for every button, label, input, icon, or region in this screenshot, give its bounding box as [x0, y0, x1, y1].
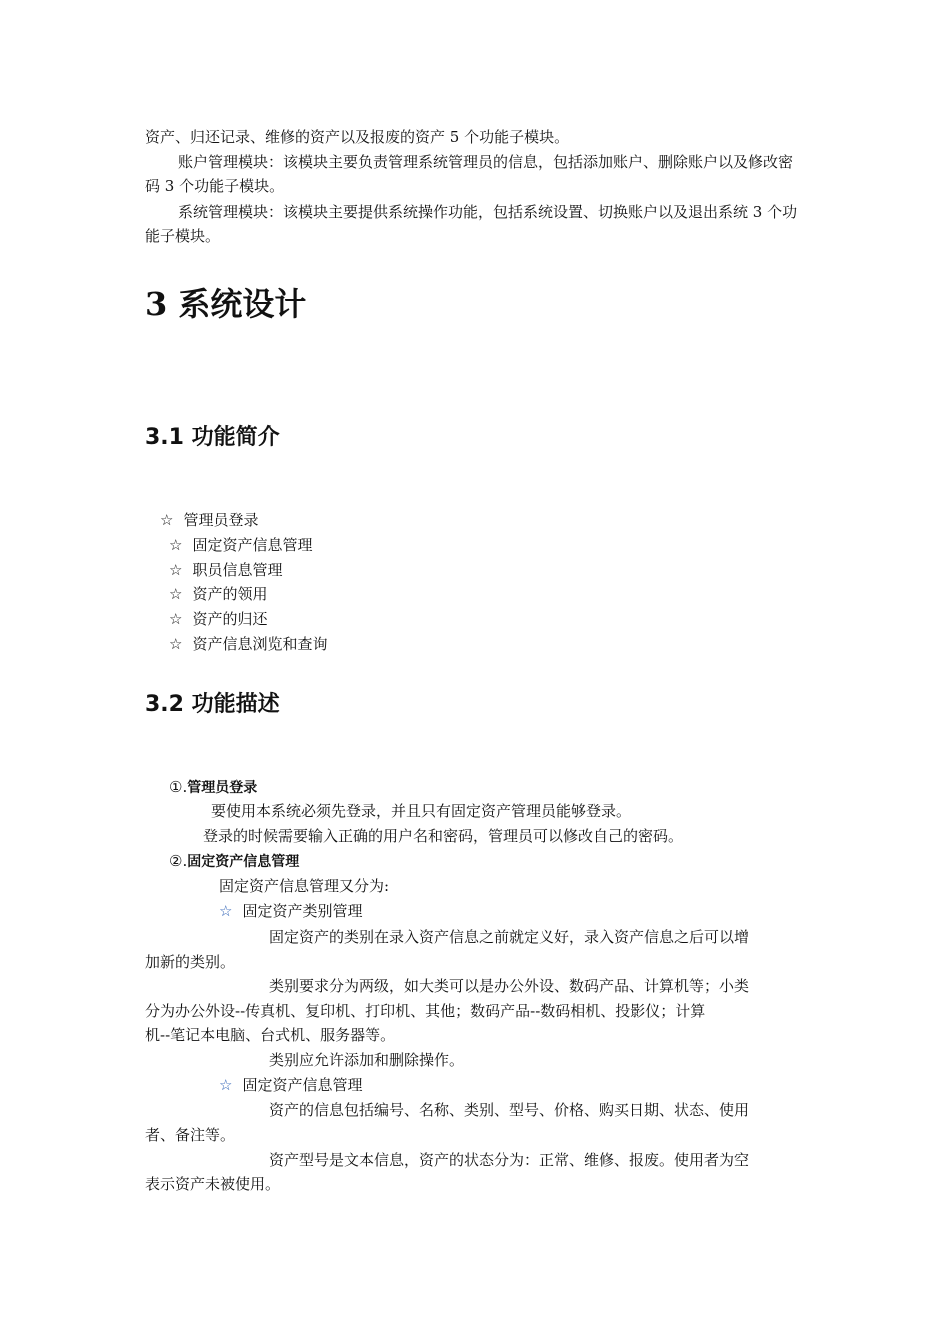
list-item [169, 533, 312, 557]
body-text: 类别要求分为两级，如大类可以是办公外设、数码产品、计算机等；小类 [269, 977, 750, 995]
body-text: 者、备注等。 [145, 1126, 236, 1144]
description-item-heading [169, 775, 257, 800]
section-3-2-title: 3.2 功能描述 [145, 692, 280, 717]
sub-heading-label: 固定资产类别管理 [242, 902, 363, 920]
list-item [169, 582, 267, 606]
list-item-label: 资产的归还 [192, 610, 268, 628]
list-item-label: 职员信息管理 [192, 561, 283, 579]
item-marker: ②. [169, 852, 188, 870]
body-text: 加新的类别。 [145, 953, 236, 971]
description-item-heading [169, 849, 299, 874]
star-icon: ☆ [169, 536, 183, 554]
star-icon: ☆ [219, 902, 233, 920]
body-text: 固定资产信息管理又分为: [219, 877, 390, 895]
list-item-label: 管理员登录 [183, 511, 259, 529]
sub-heading-label: 固定资产信息管理 [242, 1076, 363, 1094]
body-text: 登录的时候需要输入正确的用户名和密码，管理员可以修改自己的密码。 [203, 827, 684, 845]
body-text: 表示资产未被使用。 [145, 1175, 281, 1193]
list-item [169, 558, 282, 582]
body-text: 分为办公外设--传真机、复印机、打印机、其他；数码产品--数码相机、投影仪；计算 [145, 1002, 706, 1020]
list-item-label: 固定资产信息管理 [192, 536, 313, 554]
item-title: 固定资产信息管理 [187, 854, 300, 870]
list-item-label: 资产的领用 [192, 585, 268, 603]
star-icon: ☆ [169, 610, 183, 628]
body-text: 固定资产的类别在录入资产信息之前就定义好，录入资产信息之后可以增 [269, 928, 750, 946]
intro-line: 资产、归还记录、维修的资产以及报废的资产 5 个功能子模块。 [145, 128, 570, 146]
body-text: 资产型号是文本信息，资产的状态分为：正常、维修、报废。使用者为空 [269, 1151, 750, 1169]
sub-heading [219, 899, 362, 923]
list-item [169, 632, 327, 656]
chapter-title: 3 系统设计 [145, 285, 307, 323]
item-marker: ①. [169, 778, 188, 796]
system-module-paragraph: 系统管理模块：该模块主要提供系统操作功能，包括系统设置、切换账户以及退出系统 3 个功能子模块。 [145, 203, 798, 245]
list-item [160, 508, 258, 532]
star-icon: ☆ [160, 511, 174, 529]
section-3-1-title: 3.1 功能简介 [145, 425, 280, 450]
star-icon: ☆ [219, 1076, 233, 1094]
body-text: 要使用本系统必须先登录，并且只有固定资产管理员能够登录。 [211, 802, 632, 820]
body-text: 机--笔记本电脑、台式机、服务器等。 [145, 1026, 396, 1044]
star-icon: ☆ [169, 585, 183, 603]
star-icon: ☆ [169, 635, 183, 653]
account-module-paragraph: 账户管理模块：该模块主要负责管理系统管理员的信息，包括添加账户、删除账户以及修改密码 3 个功能子模块。 [145, 153, 794, 195]
list-item [169, 607, 267, 631]
item-title: 管理员登录 [187, 780, 258, 796]
sub-heading [219, 1073, 362, 1097]
body-text: 资产的信息包括编号、名称、类别、型号、价格、购买日期、状态、使用 [269, 1101, 750, 1119]
star-icon: ☆ [169, 561, 183, 579]
list-item-label: 资产信息浏览和查询 [192, 635, 328, 653]
body-text: 类别应允许添加和删除操作。 [269, 1051, 465, 1069]
